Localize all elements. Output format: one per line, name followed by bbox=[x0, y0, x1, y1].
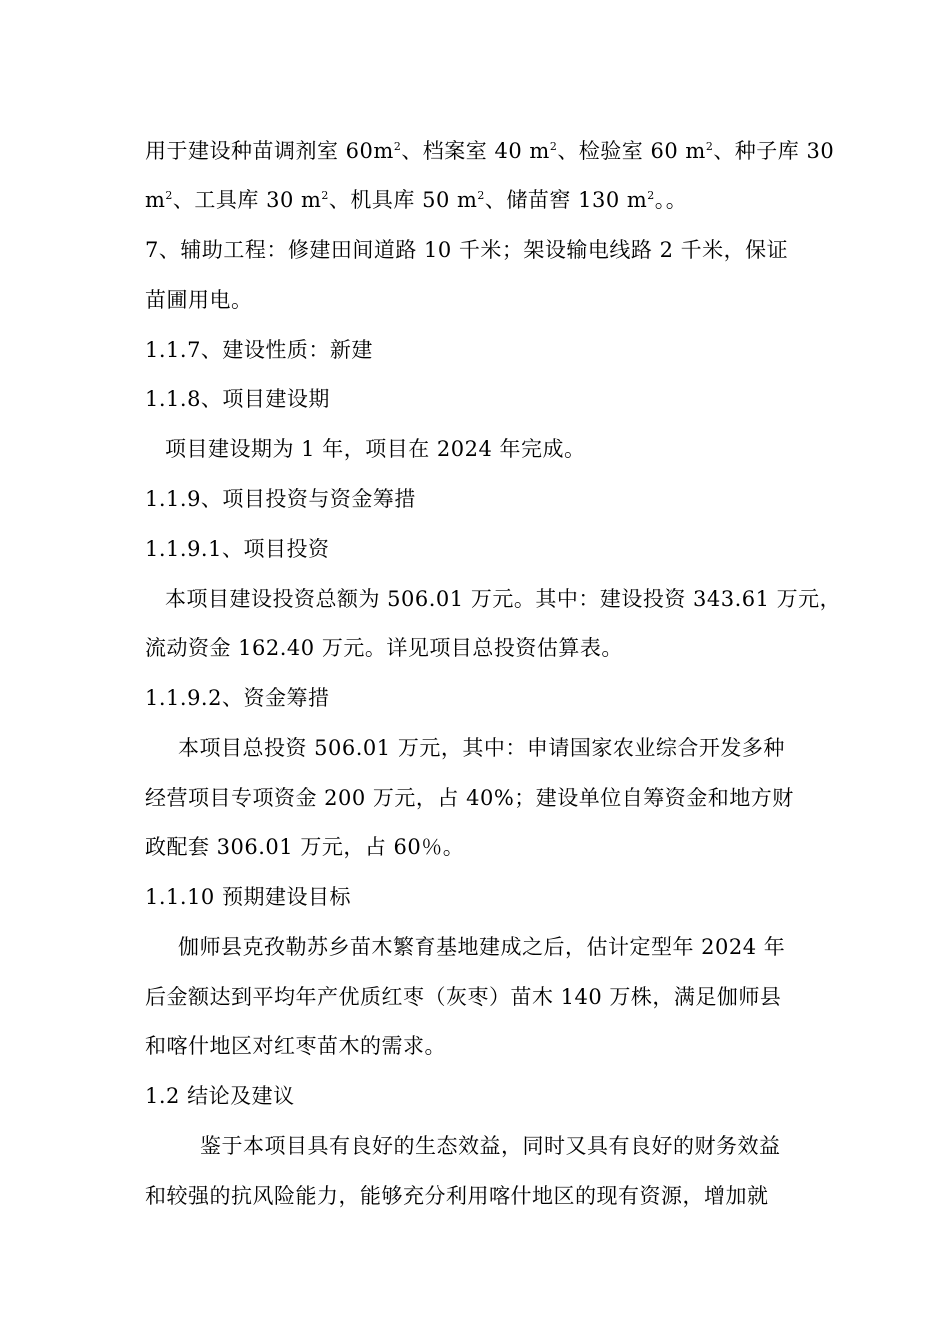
text-fragment: 、机具库 50 m bbox=[328, 188, 478, 212]
superscript: 2 bbox=[647, 189, 655, 202]
text-fragment: 。。 bbox=[654, 188, 688, 212]
body-text-line: 鉴于本项目具有良好的生态效益，同时又具有良好的财务效益 bbox=[200, 1134, 781, 1158]
body-text-line: 7、辅助工程：修建田间道路 10 千米；架设输电线路 2 千米，保证 bbox=[145, 238, 789, 262]
body-text-line: 本项目建设投资总额为 506.01 万元。其中：建设投资 343.61 万元， bbox=[165, 587, 842, 611]
section-heading: 1.1.10 预期建设目标 bbox=[145, 885, 351, 909]
superscript: 2 bbox=[321, 189, 329, 202]
body-text-line: 苗圃用电。 bbox=[145, 288, 253, 312]
superscript: 2 bbox=[477, 189, 485, 202]
section-heading: 1.2 结论及建议 bbox=[145, 1084, 295, 1108]
text-fragment: 、档案室 40 m bbox=[401, 139, 550, 163]
superscript: 2 bbox=[549, 140, 558, 153]
body-text-line: 项目建设期为 1 年，项目在 2024 年完成。 bbox=[165, 437, 586, 461]
text-fragment: 、种子库 30 bbox=[713, 139, 835, 163]
superscript: 2 bbox=[705, 140, 714, 153]
section-heading: 1.1.9.2、资金筹措 bbox=[145, 686, 330, 710]
body-text-line: 后金额达到平均年产优质红枣（灰枣）苗木 140 万株，满足伽师县 bbox=[145, 985, 782, 1009]
body-text-line: 本项目总投资 506.01 万元，其中：申请国家农业综合开发多种 bbox=[178, 736, 785, 760]
text-fragment: 、工具库 30 m bbox=[172, 188, 322, 212]
body-text-line: 政配套 306.01 万元，占 60％。 bbox=[145, 835, 465, 859]
body-text-line: 流动资金 162.40 万元。详见项目总投资估算表。 bbox=[145, 636, 623, 660]
body-text-line: 和喀什地区对红枣苗木的需求。 bbox=[145, 1034, 446, 1058]
body-text-line: 伽师县克孜勒苏乡苗木繁育基地建成之后，估计定型年 2024 年 bbox=[178, 935, 786, 959]
section-heading: 1.1.7、建设性质：新建 bbox=[145, 338, 373, 362]
section-heading: 1.1.8、项目建设期 bbox=[145, 387, 330, 411]
body-text-line: 和较强的抗风险能力，能够充分利用喀什地区的现有资源，增加就 bbox=[145, 1184, 769, 1208]
section-heading: 1.1.9、项目投资与资金筹措 bbox=[145, 487, 416, 511]
text-fragment: 、储苗窖 130 m bbox=[484, 188, 648, 212]
text-fragment: 用于建设种苗调剂室 60m bbox=[145, 139, 394, 163]
body-text-line bbox=[145, 137, 834, 165]
section-heading: 1.1.9.1、项目投资 bbox=[145, 537, 330, 561]
superscript: 2 bbox=[165, 189, 173, 202]
text-fragment: m bbox=[145, 188, 166, 212]
body-text-line: 经营项目专项资金 200 万元，占 40%；建设单位自筹资金和地方财 bbox=[145, 786, 794, 810]
text-fragment: 、检验室 60 m bbox=[557, 139, 706, 163]
superscript: 2 bbox=[393, 140, 402, 153]
body-text-line bbox=[145, 186, 687, 214]
